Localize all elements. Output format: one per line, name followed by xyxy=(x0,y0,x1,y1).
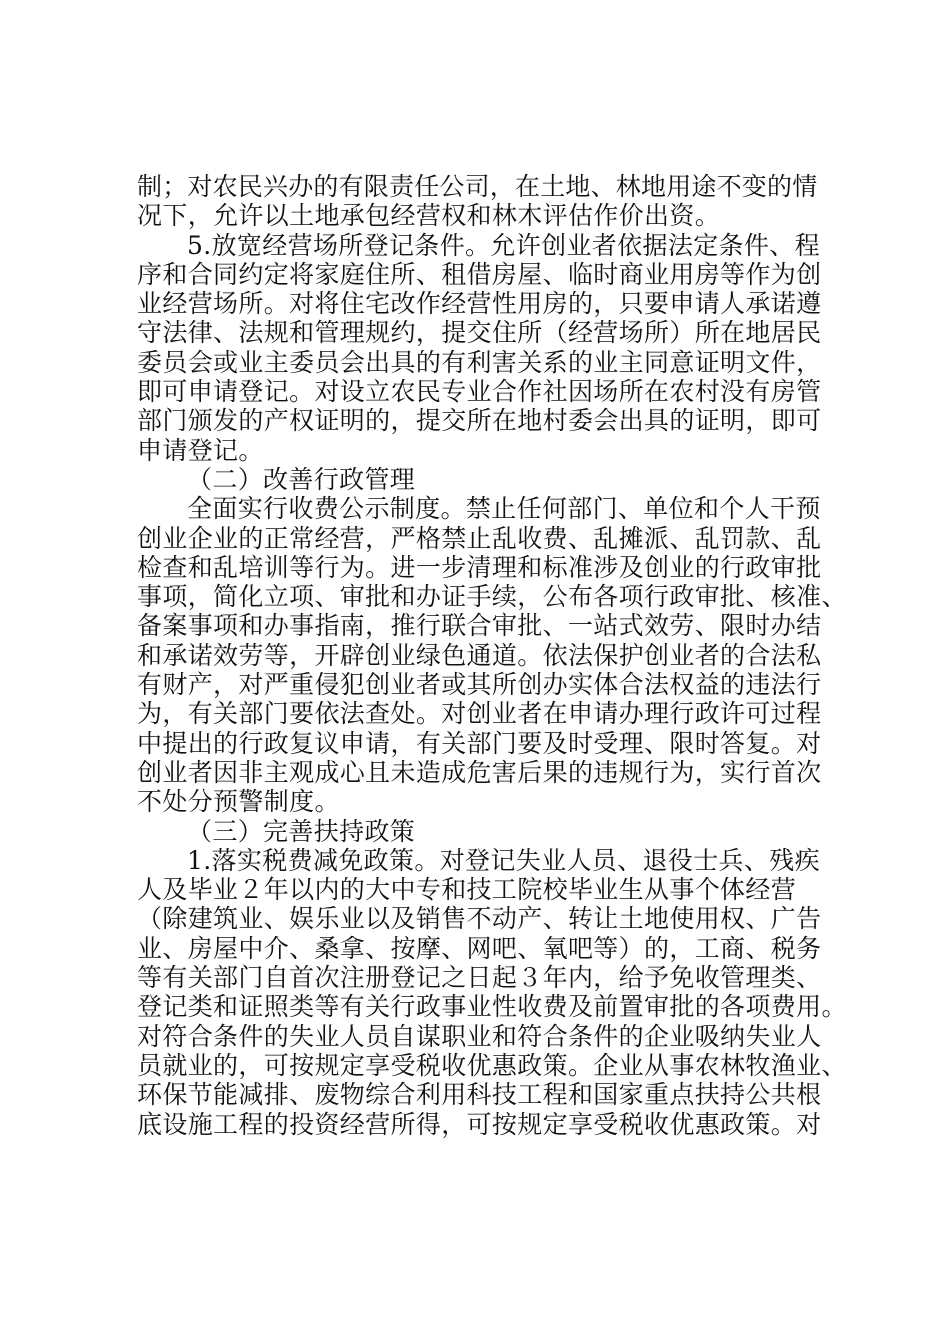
text-line: 对符合条件的失业人员自谋职业和符合条件的企业吸纳失业人 xyxy=(137,1021,822,1051)
text-line: 守法律、法规和管理规约，提交住所（经营场所）所在地居民 xyxy=(137,318,822,348)
document-body xyxy=(137,172,847,1139)
text-line: 不处分预警制度。 xyxy=(137,787,340,817)
text-line: 员就业的，可按规定享受税收优惠政策。企业从事农林牧渔业、 xyxy=(137,1050,847,1080)
paragraph-first-line: 1.落实税费减免政策。对登记失业人员、退役士兵、残疾 xyxy=(187,845,820,875)
text-line: 等有关部门自首次注册登记之日起３年内，给予免收管理类、 xyxy=(137,963,822,993)
text-line: 序和合同约定将家庭住所、租借房屋、临时商业用房等作为创 xyxy=(137,259,822,289)
text-line: 有财产，对严重侵犯创业者或其所创办实体合法权益的违法行 xyxy=(137,670,822,700)
text-line: 部门颁发的产权证明的，提交所在地村委会出具的证明，即可 xyxy=(137,406,822,436)
paragraph-first-line: 全面实行收费公示制度。禁止任何部门、单位和个人干预 xyxy=(187,494,821,524)
text-line: 和承诺效劳等，开辟创业绿色通道。依法保护创业者的合法私 xyxy=(137,640,822,670)
section-heading: （二）改善行政管理 xyxy=(187,464,416,494)
text-line: 业经营场所。对将住宅改作经营性用房的，只要申请人承诺遵 xyxy=(137,289,822,319)
section-heading: （三）完善扶持政策 xyxy=(187,816,416,846)
text-line: 底设施工程的投资经营所得，可按规定享受税收优惠政策。对 xyxy=(137,1109,822,1139)
text-line: 备案事项和办事指南，推行联合审批、一站式效劳、限时办结 xyxy=(137,611,822,641)
text-line: 中提出的行政复议申请，有关部门要及时受理、限时答复。对 xyxy=(137,728,822,758)
text-line: 检查和乱培训等行为。进一步清理和标准涉及创业的行政审批 xyxy=(137,552,822,582)
text-line: 人及毕业２年以内的大中专和技工院校毕业生从事个体经营 xyxy=(137,875,797,905)
text-line: 事项，简化立项、审批和办证手续，公布各项行政审批、核准、 xyxy=(137,582,847,612)
text-line: 为，有关部门要依法查处。对创业者在申请办理行政许可过程 xyxy=(137,699,822,729)
text-line: 环保节能减排、废物综合利用科技工程和国家重点扶持公共根 xyxy=(137,1080,822,1110)
text-line: 制；对农民兴办的有限责任公司，在土地、林地用途不变的情 xyxy=(137,172,818,201)
paragraph-first-line: 5.放宽经营场所登记条件。允许创业者依据法定条件、程 xyxy=(187,230,820,260)
text-line: （除建筑业、娱乐业以及销售不动产、转让土地使用权、广告 xyxy=(137,904,822,934)
text-line: 委员会或业主委员会出具的有利害关系的业主同意证明文件， xyxy=(137,347,822,377)
text-line: 况下，允许以土地承包经营权和林木评估作价出资。 xyxy=(137,201,721,231)
text-line: 业、房屋中介、桑拿、按摩、网吧、氧吧等）的，工商、税务 xyxy=(137,933,822,963)
text-line: 创业企业的正常经营，严格禁止乱收费、乱摊派、乱罚款、乱 xyxy=(137,523,822,553)
text-line: 即可申请登记。对设立农民专业合作社因场所在农村没有房管 xyxy=(137,377,822,407)
text-line: 创业者因非主观成心且未造成危害后果的违规行为，实行首次 xyxy=(137,757,822,787)
text-line: 申请登记。 xyxy=(137,435,264,465)
text-line: 登记类和证照类等有关行政事业性收费及前置审批的各项费用。 xyxy=(137,992,847,1022)
